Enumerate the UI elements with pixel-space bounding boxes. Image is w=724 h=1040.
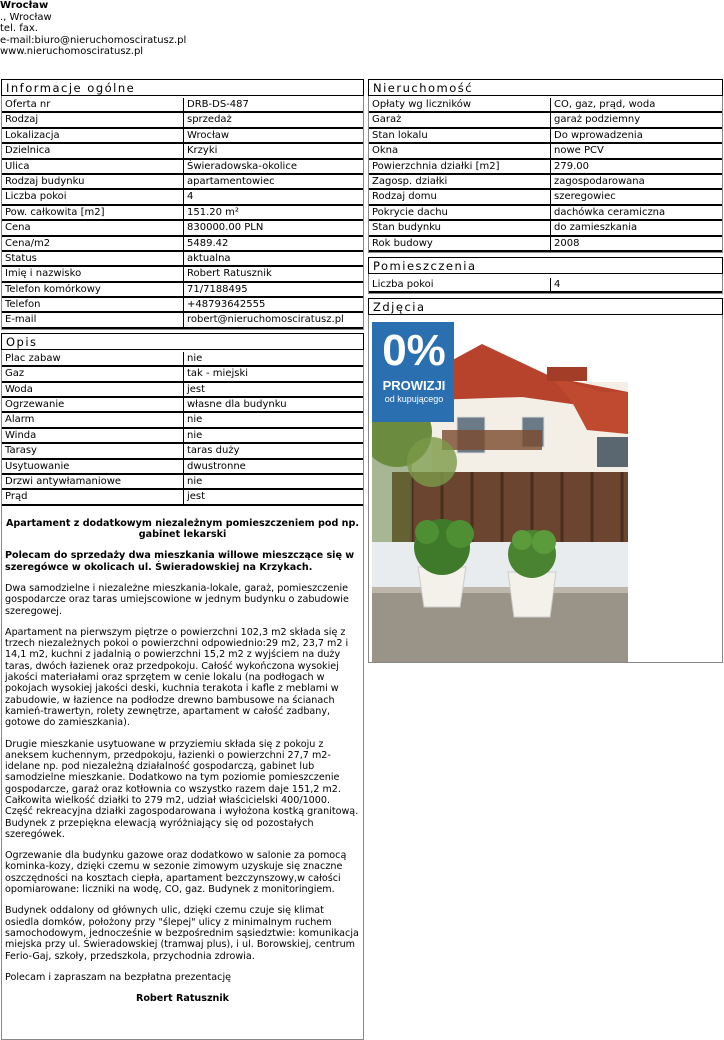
description-signature: Robert Ratusznik [135, 993, 230, 1005]
row-value: Świeradowska-okolice [187, 160, 297, 172]
row-value: własne dla budynku [187, 399, 287, 411]
row-label: Winda [2, 429, 184, 442]
row-label: Usytuowanie [2, 460, 184, 473]
row-value: Wrocław [187, 129, 230, 141]
agency-website[interactable]: www.nieruchomosciratusz.pl [0, 46, 144, 57]
row-value: nie [187, 414, 203, 426]
description-lead: Polecam do sprzedaży dwa mieszkania willowe mieszczące się w szeregówce w okolicach ul. Świeradowskiej na Krzykach. [5, 550, 355, 573]
agency-header [0, 0, 186, 58]
row-label: Telefon [2, 298, 184, 311]
table-row [369, 237, 722, 252]
table-row [2, 252, 363, 267]
table-row [369, 113, 722, 128]
row-value: do zamieszkania [554, 222, 638, 234]
row-value: dwustronne [187, 460, 246, 472]
row-value: 830000.00 PLN [187, 222, 264, 234]
section-property-title: Nieruchomość [368, 79, 723, 96]
table-row [369, 190, 722, 205]
section-rooms-title: Pomieszczenia [368, 257, 723, 274]
row-label: Okna [369, 144, 551, 157]
row-label: Dzielnica [2, 144, 184, 157]
agency-city: Wrocław [0, 0, 49, 11]
table-row [2, 237, 363, 252]
row-label: E-mail [2, 313, 184, 326]
badge-word: PROWIZJI [382, 378, 446, 393]
table-row [369, 206, 722, 221]
table-row [2, 98, 363, 113]
row-value: jest [187, 383, 206, 395]
row-value: robert@nieruchomosciratusz.pl [187, 314, 344, 326]
row-value: 5489.42 [187, 237, 229, 249]
table-row [2, 460, 363, 475]
row-value: sprzedaż [187, 114, 232, 126]
row-value: 151.20 m² [187, 206, 239, 218]
description-paragraph: Drugie mieszkanie usytuowane w przyziemiu składa się z pokoju z aneksem kuchennym, przedpokoju, łazienki o powierzchni 27,7 m2-idelane np. pod niezależną działalność gospodarczą, gabinet lub samodzielne mieszkanie. Dodatkowo na tym poziomie pomieszczenie gospodarcze, garaż oraz kotłownia co wszystko razem daje 151,2 m2. Całkowita wielkość działki to 279 m2, udział właścicielski 400/1000. Część rekreacyjna działki zagospodarowana i wyłożona kostką granitową. Budynek z przepiękna elewacją wyróżniający się od pozostałych szeregówek. [5, 738, 359, 840]
left-column [1, 79, 364, 1040]
plant-pot-right [508, 572, 556, 617]
row-value: 2008 [554, 237, 580, 249]
table-row [2, 383, 363, 398]
row-label: Tarasy [2, 444, 184, 457]
table-row [369, 278, 722, 293]
description-paragraph: Ogrzewanie dla budynku gazowe oraz dodatkowo w salonie za pomocą kominka-kozy, dzięki czemu w sezonie zimowym uzyskuje się znaczne oszczędności na kosztach ciepła, apartament bezczynszowy,w całości opomiarowane: liczniki na wodę, CO, gaz. Budynek z monitoringiem. [5, 850, 347, 896]
row-label: Opłaty wg liczników [369, 98, 551, 111]
property-photo[interactable] [372, 322, 628, 662]
table-row [2, 313, 363, 328]
table-row [369, 98, 722, 113]
agency-email[interactable]: e-mail:biuro@nieruchomosciratusz.pl [0, 34, 187, 46]
table-row [2, 144, 363, 159]
row-value: 4 [187, 191, 194, 203]
row-label: Ogrzewanie [2, 398, 184, 411]
row-label: Oferta nr [2, 98, 184, 111]
row-label: Alarm [2, 413, 184, 426]
description [2, 518, 363, 1005]
table-row [2, 283, 363, 298]
section-opis-title: Opis [1, 333, 364, 350]
table-row [2, 298, 363, 313]
table-row [369, 129, 722, 144]
description-paragraph: Apartament na pierwszym piętrze o powierzchni 102,3 m2 składa się z trzech niezależnych pokoi o powierzchni odpowiednio:29 m2, 23,7 m2 i 14,1 m2, kuchni z jadalnią o powierzchni 15,2 m2 z wyjściem na duży taras, dwóch łazienek oraz przedpokoju. Całość wykończona wysokiej jakości materiałami oraz sprzętem w cenie lokalu (na podłogach w pokojach wysokiej jakości deski, kuchnia terakota i kafle z meblami w zabudowie, w łazience na podłodze drewno bambusowe na ścianach kamień-trawertyn, rolety zewnętrze, apartament w całość zadbany, gotowe do zamieszkania). [5, 626, 349, 729]
row-value: zagospodarowana [554, 175, 645, 187]
table-row [369, 160, 722, 175]
row-value: Krzyki [187, 145, 218, 157]
table-row [369, 175, 722, 190]
row-label: Cena/m2 [2, 237, 184, 250]
row-value: apartamentowiec [187, 175, 275, 187]
row-label: Liczba pokoi [369, 278, 551, 291]
row-value: CO, gaz, prąd, woda [554, 99, 656, 110]
row-value: +48793642555 [187, 299, 266, 311]
row-value: 4 [554, 278, 561, 290]
table-row [2, 113, 363, 128]
table-row [2, 352, 363, 367]
row-label: Lokalizacja [2, 129, 184, 142]
table-row [2, 129, 363, 144]
section-photos-title: Zdjęcia [368, 298, 723, 315]
row-value: nie [187, 475, 203, 487]
agency-phone: tel. fax. [0, 23, 38, 34]
row-value: szeregowiec [554, 191, 616, 203]
row-label: Stan lokalu [369, 129, 551, 142]
row-label: Gaz [2, 367, 184, 380]
description-paragraph: Dwa samodzielne i niezależne mieszkania-lokale, garaż, pomieszczenie gospodarcze oraz taras umiejscowione w jednym budynku o zabudowie szeregowej. [5, 582, 349, 617]
countertop [372, 587, 628, 662]
row-value: taras duży [187, 445, 240, 457]
row-value: nie [187, 352, 203, 364]
row-value: nowe PCV [554, 145, 604, 157]
description-paragraph: Budynek oddalony od głównych ulic, dzięki czemu czuje się klimat osiedla domków, położony przy "ślepej" ulicy z minimalnym ruchem samochodowym, jednocześnie w bezpośrednim sąsiedztwie: komunikacja miejska przy ul. Świeradowskiej (tramwaj plus), i ul. Borowskiej, centrum Ferio-Gaj, szkoły, przedszkola, przychodnia zdrowia. [5, 905, 359, 962]
property-table [368, 96, 723, 253]
row-label: Plac zabaw [2, 352, 184, 365]
general-table [1, 96, 364, 330]
table-row [2, 221, 363, 236]
opis-table [1, 350, 364, 1040]
row-label: Powierzchnia działki [m2] [369, 160, 551, 173]
badge-percent: 0% [382, 326, 446, 375]
table-row [2, 367, 363, 382]
table-row [2, 490, 363, 505]
row-label: Woda [2, 383, 184, 396]
row-label: Cena [2, 221, 184, 234]
row-value: dachówka ceramiczna [554, 206, 666, 218]
row-label: Rodzaj budynku [2, 175, 184, 188]
row-value: nie [187, 429, 203, 441]
row-label: Stan budynku [369, 221, 551, 234]
row-value: tak - miejski [187, 368, 249, 380]
row-label: Telefon komórkowy [2, 283, 184, 296]
section-general-title: Informacje ogólne [1, 79, 364, 96]
row-value: garaż podziemny [554, 114, 641, 126]
table-row [2, 413, 363, 428]
table-row [2, 444, 363, 459]
row-value: 279.00 [554, 160, 589, 172]
table-row [369, 221, 722, 236]
table-row [2, 398, 363, 413]
table-row [2, 206, 363, 221]
table-row [2, 175, 363, 190]
row-label: Drzwi antywłamaniowe [2, 475, 184, 488]
row-value: Do wprowadzenia [554, 129, 643, 141]
row-label: Liczba pokoi [2, 190, 184, 203]
table-row [2, 475, 363, 490]
table-row [2, 160, 363, 175]
agency-address: ., Wrocław [0, 11, 52, 23]
row-value: DRB-DS-487 [187, 99, 249, 110]
row-value: jest [187, 491, 206, 503]
row-label: Zagosp. działki [369, 175, 551, 188]
row-value: 71/7188495 [187, 283, 248, 295]
table-row [2, 190, 363, 205]
row-label: Rodzaj [2, 113, 184, 126]
row-label: Imię i nazwisko [2, 267, 184, 280]
row-label: Rodzaj domu [369, 190, 551, 203]
table-row [369, 144, 722, 159]
badge-subtext: od kupującego [384, 394, 444, 404]
row-label: Ulica [2, 160, 184, 173]
description-closing: Polecam i zapraszam na bezpłatna prezentację [5, 971, 232, 983]
description-heading: Apartament z dodatkowym niezależnym pomieszczeniem pod np. gabinet lekarski [5, 517, 360, 541]
row-label: Pokrycie dachu [369, 206, 551, 219]
row-label: Pow. całkowita [m2] [2, 206, 184, 219]
row-label: Status [2, 252, 184, 265]
row-value: Robert Ratusznik [187, 268, 272, 280]
rooms-table [368, 274, 723, 294]
row-value: aktualna [187, 252, 231, 264]
row-label: Garaż [369, 113, 551, 126]
row-label: Prąd [2, 490, 184, 503]
row-label: Rok budowy [369, 237, 551, 250]
table-row [2, 429, 363, 444]
table-row [2, 267, 363, 282]
